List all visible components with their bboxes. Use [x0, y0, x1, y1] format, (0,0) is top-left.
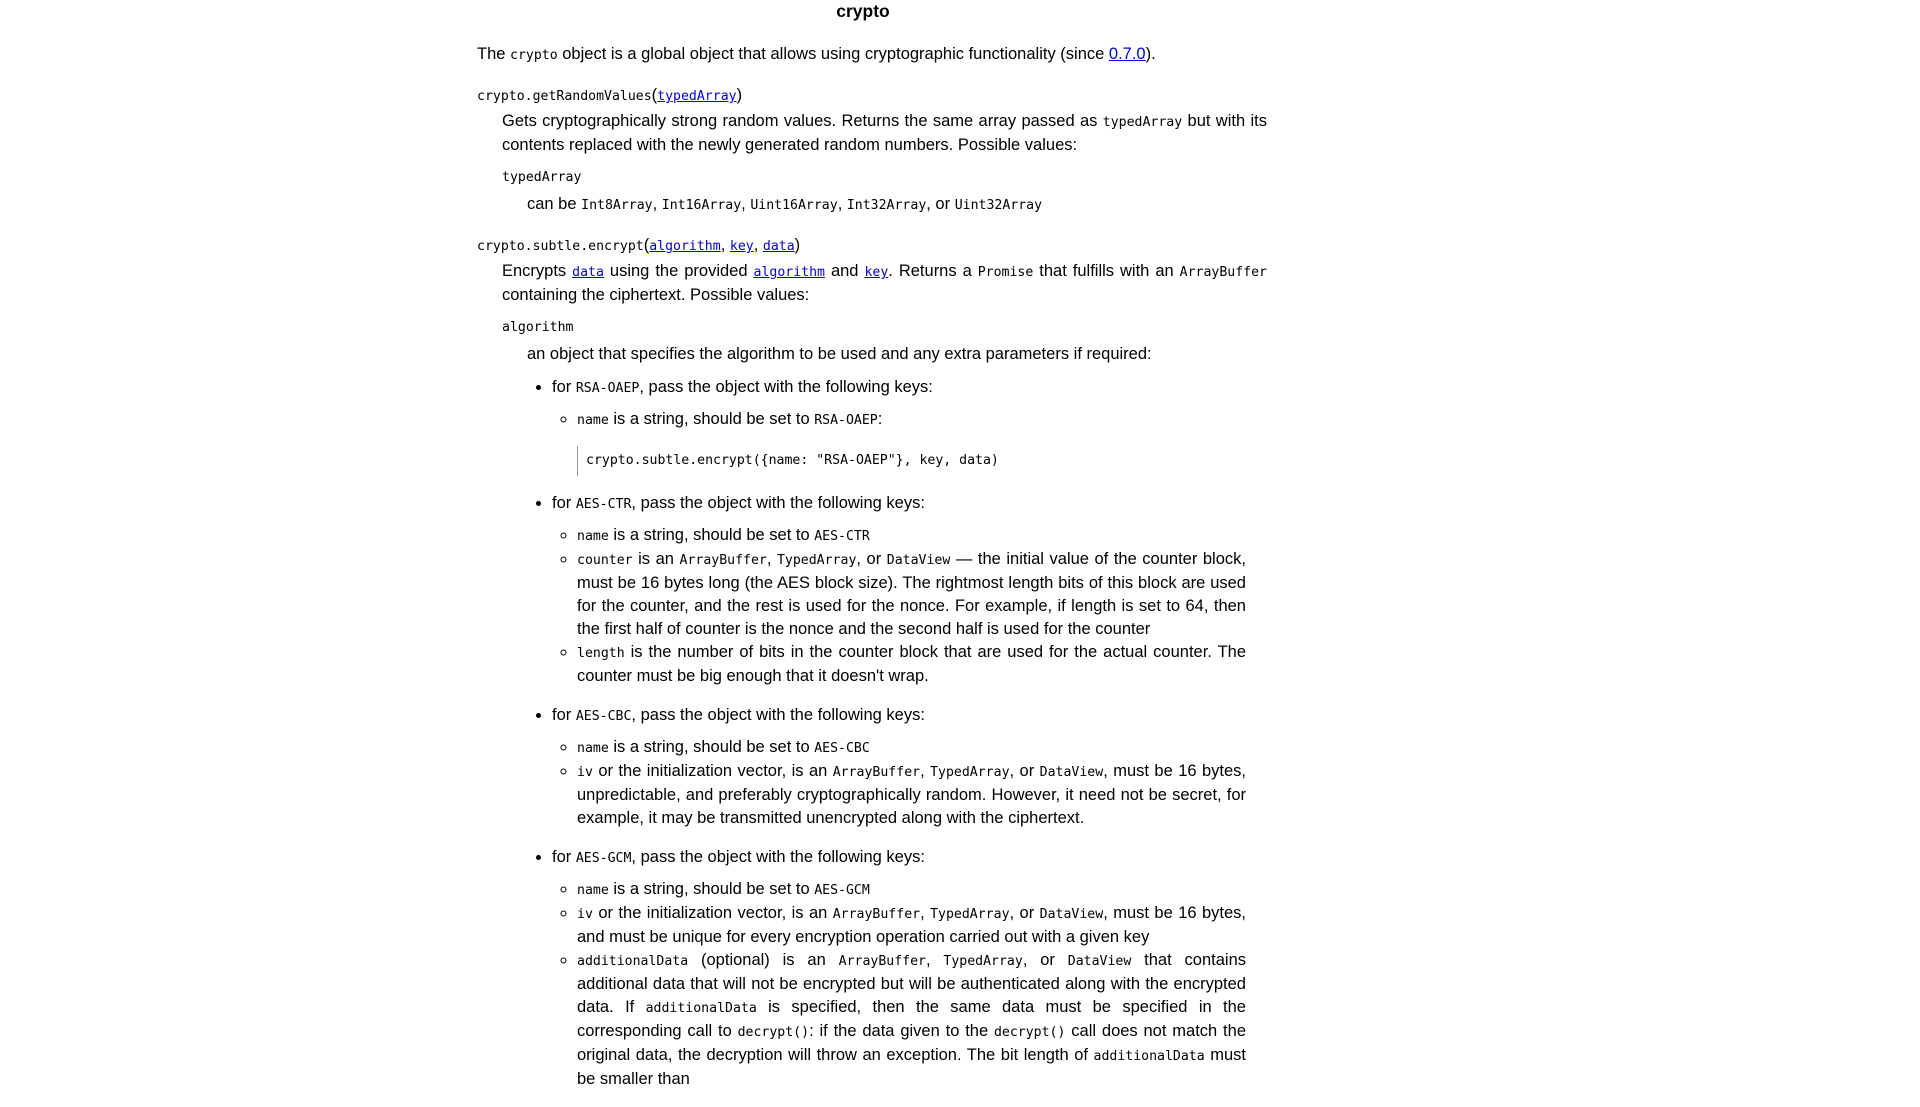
param-link-algorithm[interactable]: algorithm — [649, 239, 721, 254]
list-item — [577, 902, 1246, 949]
key-list — [552, 524, 1267, 688]
algo-code: AES-CTR — [575, 497, 632, 512]
method-description — [502, 110, 1267, 157]
code-example: crypto.subtle.encrypt({name: "RSA-OAEP"}, key, data) — [577, 446, 1246, 476]
param-list — [502, 315, 1267, 1091]
separator: , — [766, 550, 777, 568]
desc-text: is a string, should be set to — [608, 526, 815, 544]
type-code: ArrayBuffer — [679, 553, 767, 568]
list-item — [577, 949, 1246, 1091]
list-item-aes-gcm — [552, 846, 1267, 1091]
algo-code: RSA-OAEP — [575, 381, 640, 396]
list-item-aes-cbc — [552, 704, 1267, 830]
separator: , or — [1022, 951, 1068, 969]
separator: , or — [926, 195, 955, 213]
key-code: counter — [577, 553, 633, 568]
paren: ) — [736, 86, 743, 104]
desc-text: must be smaller than — [577, 1046, 1246, 1088]
list-item-head — [552, 704, 1267, 728]
type-code: TypedArray — [776, 553, 857, 568]
intro-text: ). — [1145, 45, 1156, 63]
method-body-encrypt — [502, 260, 1267, 1091]
desc-text: — the initial value of the counter block, must be 16 bytes long (the AES block size). The rightmost length bits of this block are used for the counter, and the rest is used for the nonce. For example, if length is set to 64, then the first half of counter is the nonce and the second half is used for the counter — [577, 550, 1246, 638]
desc-text: is specified, then the same data must be specified in the corresponding call to — [577, 998, 1246, 1040]
algo-code: AES-CBC — [814, 741, 870, 756]
version-link[interactable]: 0.7.0 — [1108, 45, 1146, 63]
list-item — [577, 524, 1246, 548]
type-code: TypedArray — [930, 907, 1010, 922]
desc-text: containing the ciphertext. Possible values: — [502, 286, 810, 304]
separator: , — [720, 236, 730, 254]
inline-code: decrypt() — [993, 1025, 1066, 1040]
list-item — [577, 548, 1246, 641]
param-description — [527, 193, 1267, 217]
for-text: for — [552, 378, 576, 396]
param-link-key[interactable]: key — [729, 239, 754, 254]
type-code: Int32Array — [846, 198, 927, 213]
colon: : — [877, 410, 883, 428]
type-code: DataView — [1039, 765, 1104, 780]
separator: , or — [1009, 762, 1040, 780]
separator: , — [925, 951, 944, 969]
desc-text: is a string, should be set to — [608, 410, 815, 428]
page-title: crypto — [836, 1, 890, 21]
list-item — [577, 878, 1246, 902]
method-body-getrandomvalues — [502, 110, 1267, 217]
type-code: Uint32Array — [954, 198, 1043, 213]
separator: , or — [856, 550, 887, 568]
param-desc-text: an object that specifies the algorithm to be used and any extra parameters if required: — [527, 345, 1152, 363]
desc-text: or the initialization vector, is an — [592, 904, 833, 922]
for-text: for — [552, 848, 576, 866]
param-name — [502, 165, 1267, 189]
key-code: additionalData — [645, 1001, 757, 1016]
desc-text: (optional) is an — [688, 951, 839, 969]
desc-text: . Returns a — [888, 262, 978, 280]
intro-text: The — [477, 45, 511, 63]
method-signature-encrypt — [477, 234, 1267, 258]
type-code: DataView — [1067, 954, 1132, 969]
key-list — [552, 878, 1267, 1091]
param-description — [527, 343, 1267, 1091]
desc-text: Gets cryptographically strong random values. Returns the same array passed as — [502, 112, 1103, 130]
inline-code: decrypt() — [737, 1025, 810, 1040]
method-name: crypto.subtle.encrypt — [477, 239, 644, 254]
pass-keys-text: , pass the object with the following keys: — [639, 378, 933, 396]
param-code: typedArray — [502, 170, 582, 185]
separator: , — [741, 195, 751, 213]
desc-text: using the provided — [603, 262, 754, 280]
desc-text: or the initialization vector, is an — [592, 762, 833, 780]
inline-code: ArrayBuffer — [1179, 265, 1267, 280]
for-text: for — [552, 706, 576, 724]
desc-text: can be — [527, 195, 582, 213]
inline-code: typedArray — [1102, 115, 1183, 130]
key-code: name — [577, 741, 609, 756]
desc-text: , must be 16 bytes, unpredictable, and preferably cryptographically random. However, it need not be secret, for example, it may be transmitted unencrypted along with the ciphertext. — [577, 762, 1247, 827]
desc-text: and — [824, 262, 865, 280]
param-link-data[interactable]: data — [762, 239, 795, 254]
key-list — [552, 408, 1267, 476]
method-description — [502, 260, 1267, 307]
separator: , — [652, 195, 662, 213]
method-list — [477, 84, 1267, 1091]
desc-text: that contains additional data that will not be encrypted but will be authenticated along with the encrypted data. If — [577, 951, 1246, 1016]
param-name — [502, 315, 1267, 339]
algo-code: AES-GCM — [814, 883, 870, 898]
type-code: Uint16Array — [750, 198, 838, 213]
param-list — [502, 165, 1267, 217]
paren: ) — [794, 236, 801, 254]
desc-text: is the number of bits in the counter block that are used for the actual counter. The counter must be big enough that it doesn't wrap. — [577, 643, 1246, 685]
intro-paragraph — [477, 43, 1267, 67]
desc-text: but with its contents replaced with the newly generated random numbers. Possible values: — [502, 112, 1267, 154]
algo-code: AES-CTR — [814, 529, 870, 544]
key-link[interactable]: key — [864, 265, 889, 280]
desc-text: is a string, should be set to — [608, 880, 815, 898]
paren: ( — [651, 86, 658, 104]
separator: , — [920, 904, 931, 922]
key-code: name — [577, 529, 609, 544]
data-link[interactable]: data — [572, 265, 604, 280]
list-item-aes-ctr — [552, 492, 1267, 688]
param-link-typedarray[interactable]: typedArray — [657, 89, 737, 104]
desc-text: , must be 16 bytes, and must be unique for every encryption operation carried out with a given key — [577, 904, 1247, 946]
doc-content — [477, 0, 1267, 1107]
type-code: Int16Array — [661, 198, 742, 213]
type-code: ArrayBuffer — [832, 907, 921, 922]
desc-text: : if the data given to the — [809, 1022, 994, 1040]
key-list — [552, 736, 1267, 830]
desc-text: is an — [632, 550, 680, 568]
list-item — [577, 760, 1246, 830]
desc-text: is a string, should be set to — [608, 738, 815, 756]
algo-code: AES-CBC — [575, 709, 632, 724]
paren: ( — [643, 236, 650, 254]
inline-code: Promise — [977, 265, 1034, 280]
inline-code: crypto — [510, 48, 558, 63]
key-code: iv — [577, 907, 593, 922]
separator: , — [753, 236, 763, 254]
type-code: ArrayBuffer — [838, 954, 926, 969]
list-item-head — [552, 376, 1267, 400]
key-code: name — [577, 883, 609, 898]
key-code: additionalData — [577, 954, 689, 969]
desc-text: call does not match the original data, the decryption will throw an exception. The bit length of — [577, 1022, 1246, 1064]
method-name: crypto.getRandomValues — [477, 89, 652, 104]
separator: , — [837, 195, 847, 213]
key-code: iv — [577, 765, 593, 780]
algo-code: AES-GCM — [575, 851, 632, 866]
key-code: name — [577, 413, 609, 428]
desc-text: Encrypts — [502, 262, 573, 280]
method-signature-getrandomvalues — [477, 84, 1267, 108]
type-code: TypedArray — [930, 765, 1010, 780]
list-item-rsa-oaep — [552, 376, 1267, 476]
type-code: DataView — [886, 553, 951, 568]
separator: , or — [1009, 904, 1040, 922]
list-item — [577, 736, 1246, 760]
type-code: ArrayBuffer — [832, 765, 921, 780]
list-item — [577, 641, 1246, 688]
pass-keys-text: , pass the object with the following keys: — [631, 706, 925, 724]
algorithm-list — [527, 376, 1267, 1091]
param-code: algorithm — [502, 320, 574, 335]
type-code: Int8Array — [581, 198, 653, 213]
pass-keys-text: , pass the object with the following keys: — [631, 848, 925, 866]
pass-keys-text: , pass the object with the following keys: — [631, 494, 925, 512]
algo-code: RSA-OAEP — [814, 413, 878, 428]
key-code: length — [577, 646, 625, 661]
type-code: TypedArray — [943, 954, 1023, 969]
list-item-head — [552, 492, 1267, 516]
algorithm-link[interactable]: algorithm — [753, 265, 825, 280]
separator: , — [920, 762, 931, 780]
list-item — [577, 408, 1246, 476]
intro-text: object is a global object that allows using cryptographic functionality (since — [557, 45, 1109, 63]
list-item-head — [552, 846, 1267, 870]
desc-text: that fulfills with an — [1033, 262, 1180, 280]
key-code: additionalData — [1093, 1049, 1205, 1064]
type-code: DataView — [1039, 907, 1104, 922]
for-text: for — [552, 494, 576, 512]
